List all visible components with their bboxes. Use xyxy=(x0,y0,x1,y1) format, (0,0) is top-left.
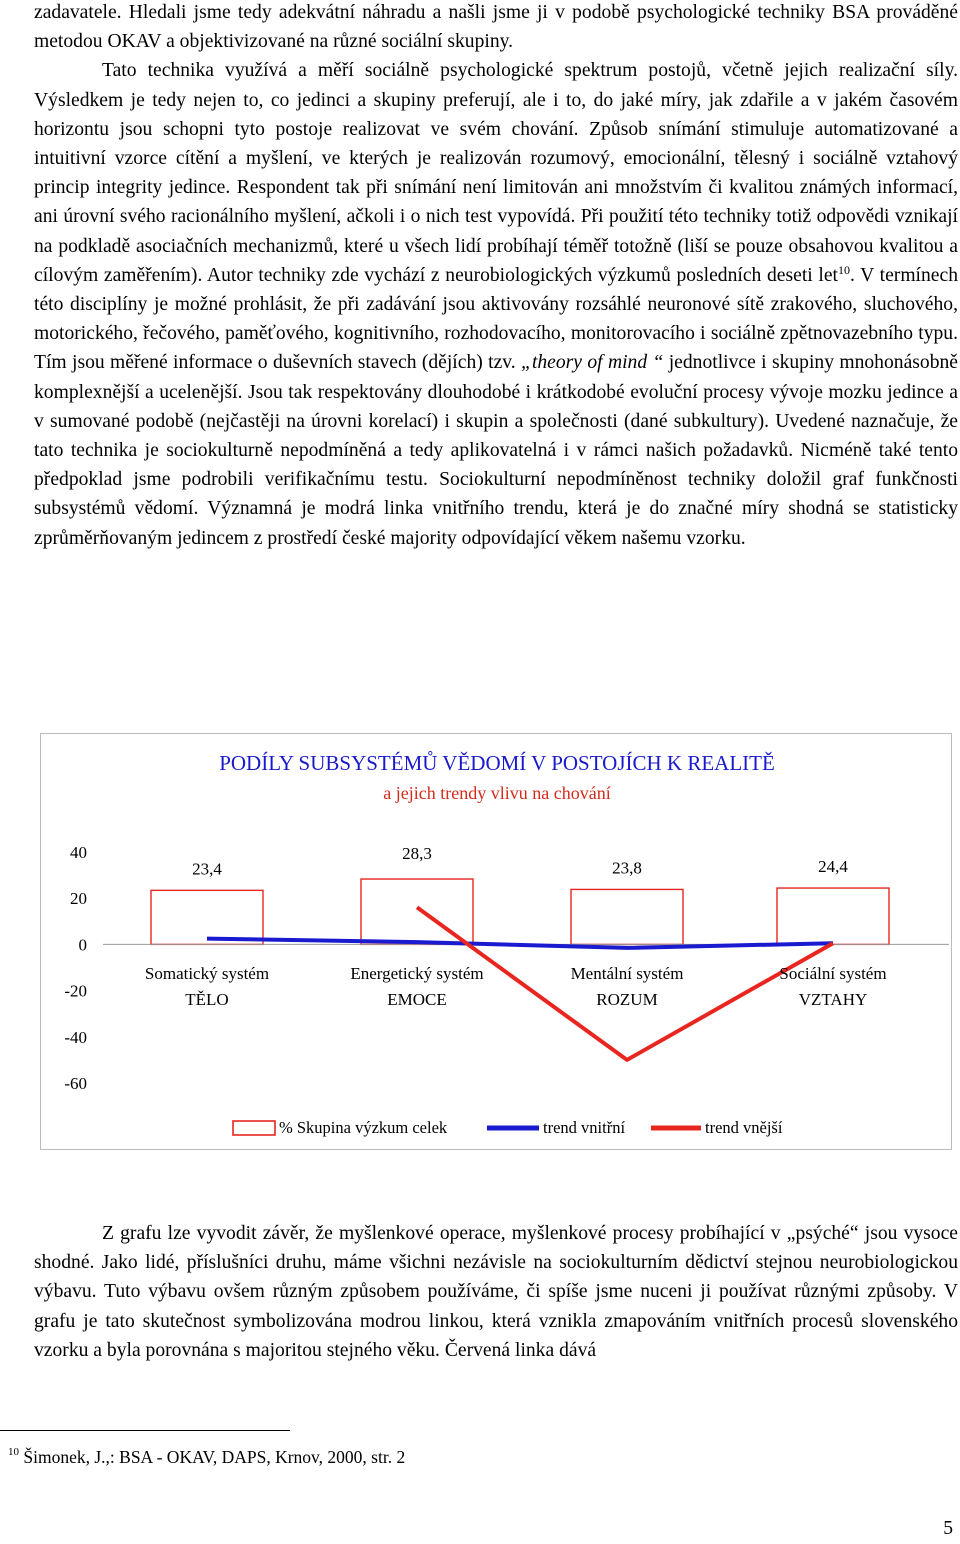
legend-label-line-0: trend vnitřní xyxy=(543,1118,626,1137)
footnote-divider xyxy=(0,1430,290,1431)
footnote-number: 10 xyxy=(8,1446,19,1458)
footnote xyxy=(8,1447,405,1468)
y-tick-label-5: -60 xyxy=(64,1074,87,1093)
category-label-2-0: Mentální systém xyxy=(570,964,684,983)
bar-value-label-2: 23,8 xyxy=(612,858,642,878)
legend-label-bar: % Skupina výzkum celek xyxy=(279,1118,448,1137)
p2-text: Z grafu lze vyvodit závěr, že myšlenkové operace, myšlenkové procesy probíhající v „psýché“ jsou vysoce shodné. Jako lidé, příslušníci druhu, máme všichni nezávisle na sociokulturním dědictví stejnou neurobiologickou výbavu. Tuto výbavu ovšem různým způsobem používáme, či spíše jsme nuceni ji používat různými způsoby. V grafu je tato skutečnost symbolizována modrou linkou, která vznikla zmapováním vnitřních procesů slovenského vzorku a byla porovnána s majoritou stejného věku. Červená linka dává xyxy=(34,1223,958,1361)
p1-sentence-2: Tato technika využívá a měří sociálně psychologické spektrum postojů, včetně jejich realizační síly. Výsledkem je tedy nejen to, co jedinci a skupiny preferují, ale i to, do jaké míry, jak zdařile a v jakém časovém horizontu jsou schopni tyto postoje realizovat ve svém chování. Způsob snímání stimuluje automatizované a intuitivní vzorce cítění a myšlení, ve kterých je realizován rozumový, emocionální, tělesný i sociálně vztahový princip integrity jedince. Respondent tak při snímání není limitován ani množstvím či kvalitou známých informací, ani úrovní svého racionálního myšlení, ačkoli i o nich test vypovídá. Při použití této techniky totiž odpovědi vznikají na podkladě asociačních mechanizmů, které u všech lidí probíhají téměř totožně (liší se pouze obsahovou kvalitou a cílovým zaměřením). Autor techniky zde vychází z neurobiologických výzkumů posledních deseti let xyxy=(34,60,958,286)
category-label-2-1: ROZUM xyxy=(596,990,658,1009)
p1-sentence-4: jednotlivce i skupiny mnohonásobně komplexnější a ucelenější. Jsou tak respektovány dlouhodobé i krátkodobé evoluční procesy vývoje mozku jedince a v sumované podobě (nejčastěji na úrovni korelací) i skupin a společnosti (dané subkultury). Uvedené naznačuje, že tato technika je sociokulturně nepodmíněná a tedy aplikovatelná i v rámci našich požadavků. Nicméně také tento předpoklad jsme podrobili verifikačnímu testu. Sociokulturní nepodmíněnost techniky doložil graf funkčnosti subsystémů vědomí. Významná je modrá linka vnitřního trendu, která je do značné míry shodná se statisticky zprůměrňovaným jedincem z prostředí české majority odpovídající věkem našemu vzorku. xyxy=(34,352,958,549)
category-label-3-1: VZTAHY xyxy=(798,990,868,1009)
chart-subtitle: a jejich trendy vlivu na chování xyxy=(383,783,611,803)
bar-3 xyxy=(777,888,889,944)
category-label-0-0: Somatický systém xyxy=(144,964,270,983)
series-line-0 xyxy=(207,939,833,948)
category-label-3-0: Sociální systém xyxy=(779,964,887,983)
p1-sentence-1: zadavatele. Hledali jsme tedy adekvátní náhradu a našli jsme ji v podobě psychologické techniky BSA prováděné metodou OKAV a objektivizované na různé sociální skupiny. xyxy=(34,2,958,53)
category-label-0-1: TĚLO xyxy=(185,990,229,1009)
y-tick-label-0: 40 xyxy=(70,843,87,862)
legend-label-line-1: trend vnější xyxy=(705,1118,783,1137)
p1-sentence-3: . V termínech této disciplíny je možné prohlásit, že při zadávání jsou aktivovány rozsáhlé neuronové sítě zrakového, sluchového, motorického, řečového, paměťového, kognitivního, rozhodovacího, monitorovacího i sociálně zpětnovazebního typu. Tím jsou měřené informace o duševních stavech (dějích) tzv. xyxy=(34,264,958,374)
bar-0 xyxy=(151,890,263,944)
category-label-1-1: EMOCE xyxy=(387,990,447,1009)
theory-of-mind-term: „theory of mind “ xyxy=(521,352,664,374)
footnote-ref[interactable]: 10 xyxy=(837,262,850,277)
footnote-text: Šimonek, J.,: BSA - OKAV, DAPS, Krnov, 2000, str. 2 xyxy=(23,1447,406,1467)
page-number: 5 xyxy=(943,1518,953,1539)
bar-value-label-0: 23,4 xyxy=(192,859,222,879)
category-label-1-0: Energetický systém xyxy=(350,964,484,983)
y-tick-label-3: -20 xyxy=(64,981,87,1001)
legend-swatch-bar xyxy=(233,1121,275,1135)
y-tick-label-1: 20 xyxy=(70,889,87,909)
bar-value-label-1: 28,3 xyxy=(402,844,432,864)
chart-title: PODÍLY SUBSYSTÉMŮ VĚDOMÍ V POSTOJÍCH K REALITĚ xyxy=(219,751,775,775)
y-tick-label-2: 0 xyxy=(78,935,87,955)
bar-value-label-3: 24,4 xyxy=(818,857,848,877)
body-paragraph-1 xyxy=(34,0,958,553)
bar-2 xyxy=(571,889,683,944)
chart-svg xyxy=(41,734,951,1149)
body-paragraph-2 xyxy=(34,1219,958,1365)
y-tick-label-4: -40 xyxy=(64,1027,87,1047)
chart-container xyxy=(40,733,952,1150)
